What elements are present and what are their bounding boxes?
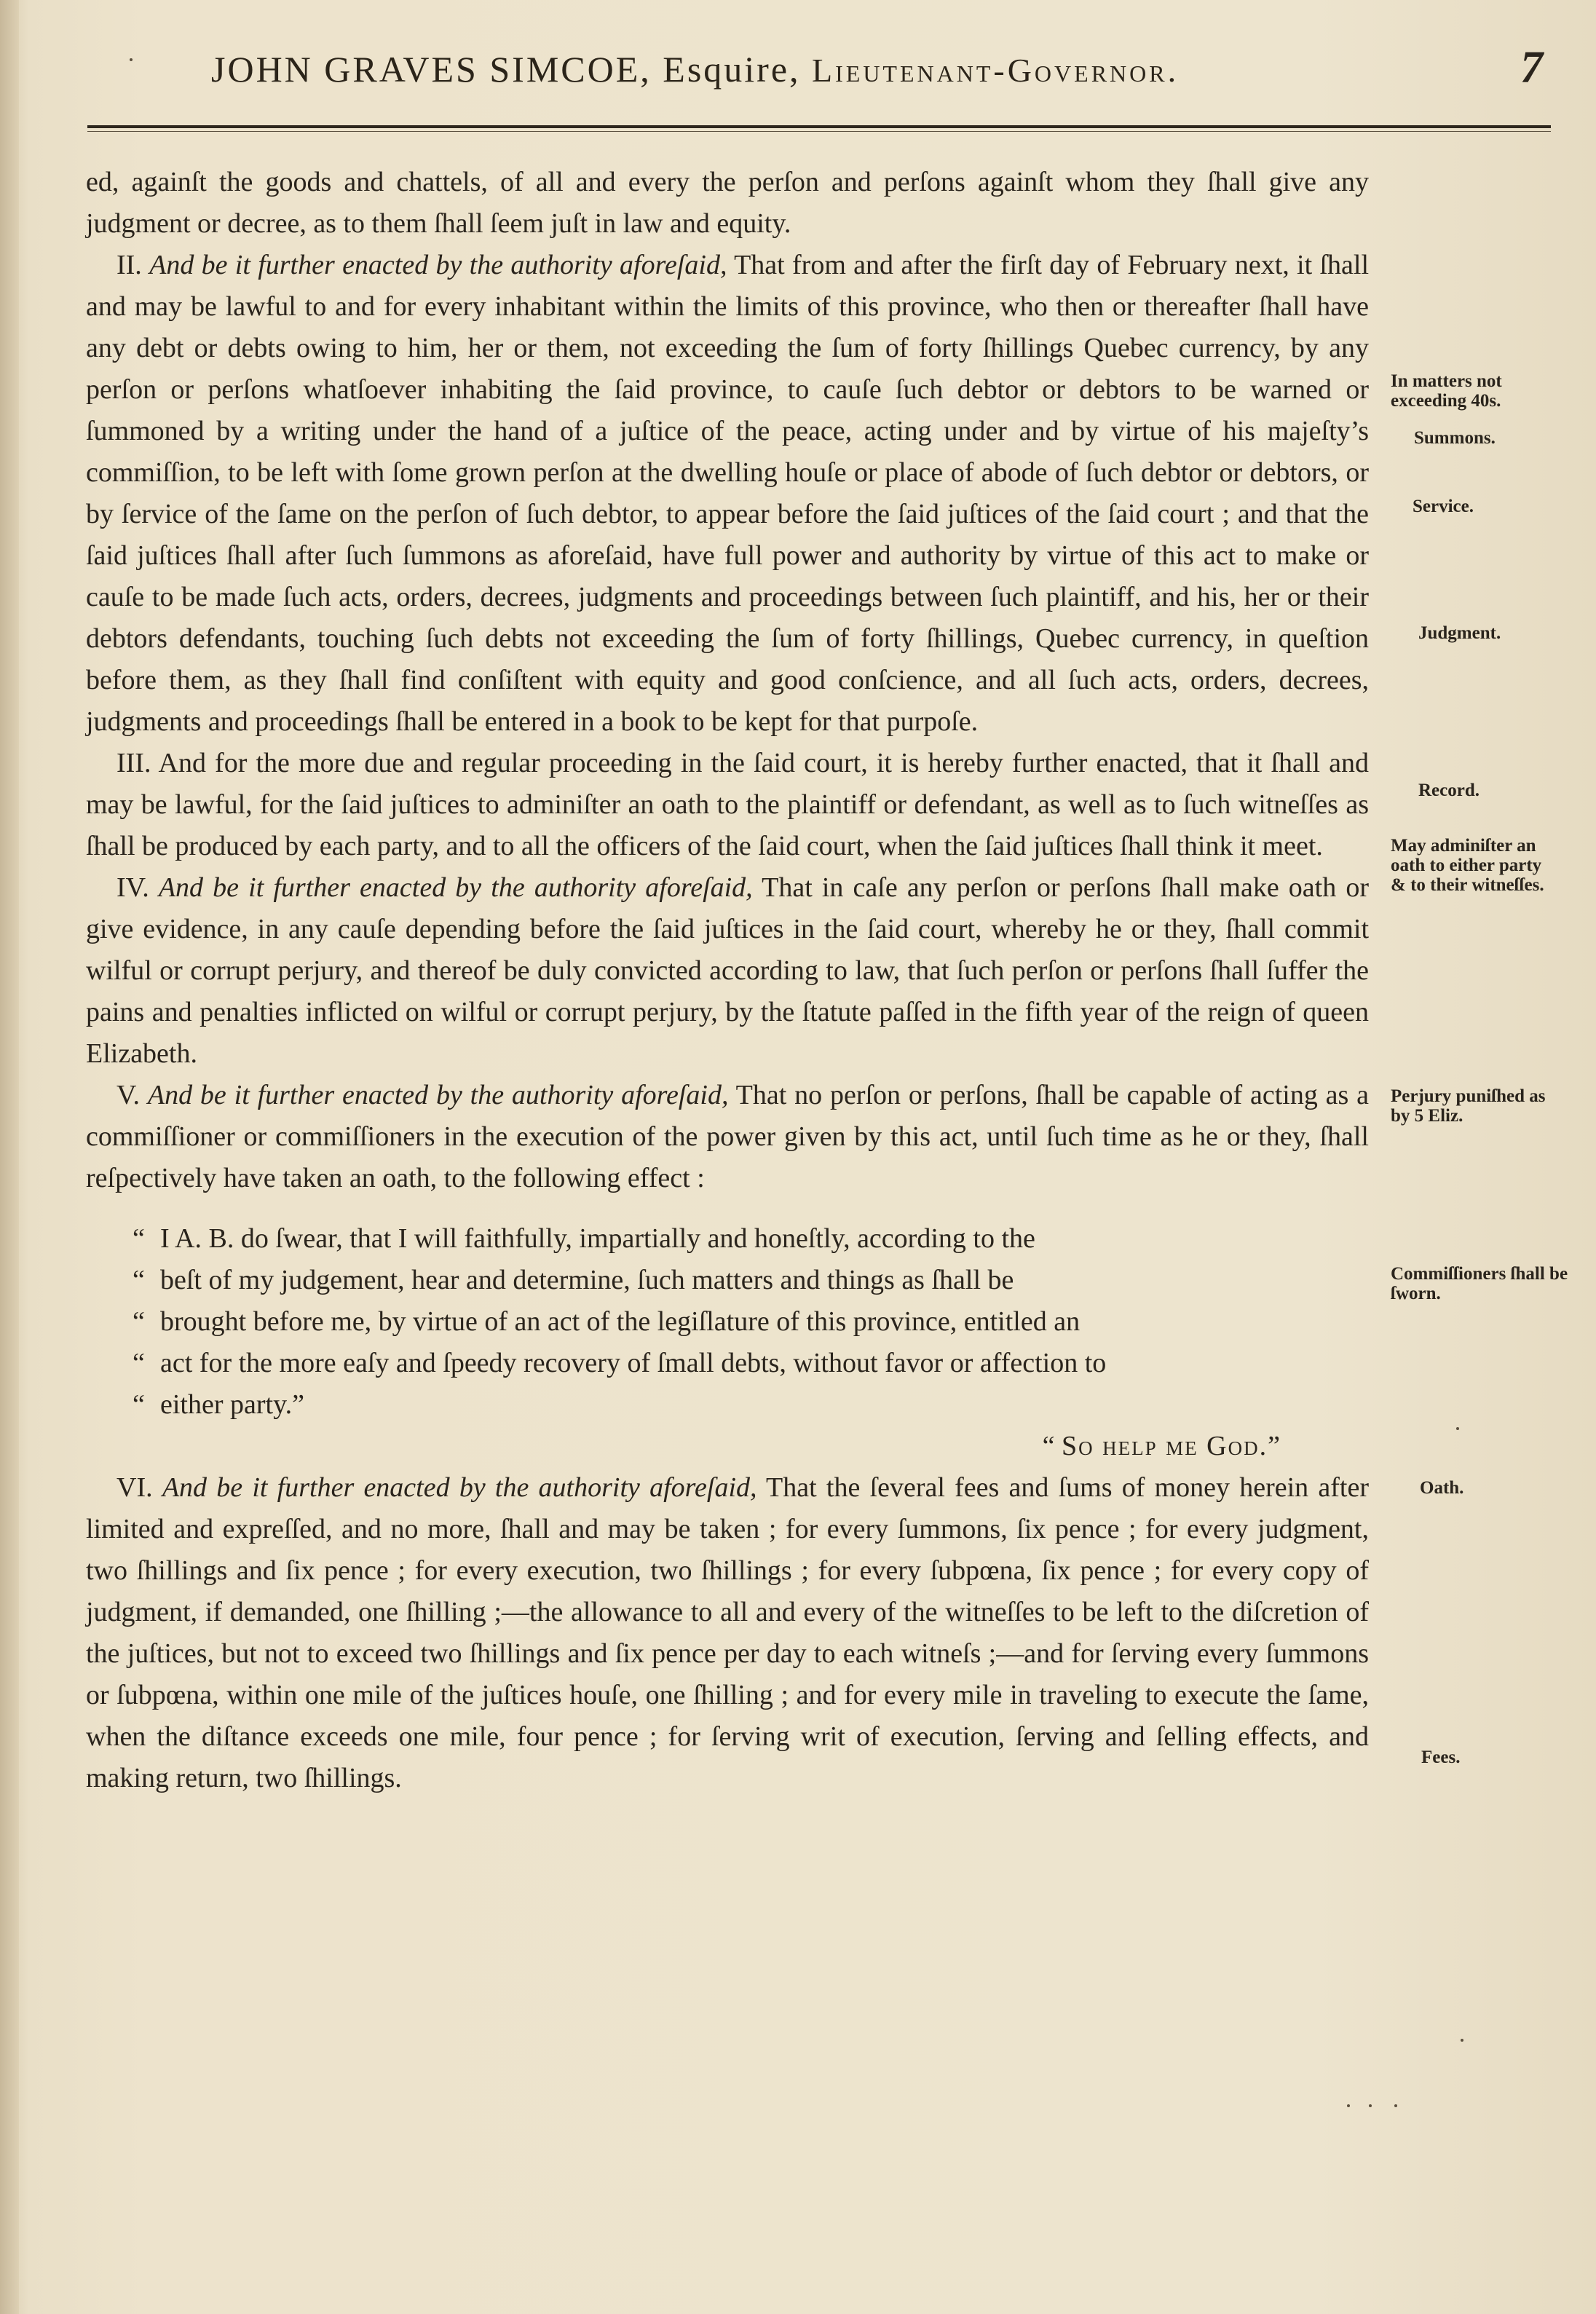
section-text: That the ſeveral fees and ſums of money herein after limited and expreſſed, and no more, ſhall and may be taken ; for every ſummons, ſix pence ; for every judgment, two ſhillings and ſix pence ; for every execution, two ſhillings ; for every ſubpœna, ſix pence ; for every copy of judgment, if demanded, one ſhilling ;—the allowance to all and every of the witneſſes to be left to the diſcretion of the juſtices, but not to exceed two ſhillings and ſix pence per day to each witneſs ;—and for ſerving every ſummons or ſubpœna, within one mile of the juſtices houſe, one ſhilling ; and for every mile in traveling to execute the ſame, when the diſtance exceeds one mile, four pence ; for ſerving writ of execution, ſerving and ſelling effects, and making return, two ſhillings. xyxy=(86,1472,1369,1793)
header-rule-thin xyxy=(87,131,1551,132)
section-number: III. xyxy=(116,748,151,778)
margin-note-record: Record. xyxy=(1418,781,1480,800)
section-number: IV. xyxy=(116,872,149,903)
oath-line: “ act for the more eaſy and ſpeedy recovery of ſmall debts, without favor or affection to xyxy=(133,1343,1370,1384)
oath-line: “ brought before me, by virtue of an act of the legiſlature of this province, entitled an xyxy=(133,1301,1370,1343)
paper-speck xyxy=(1347,2104,1350,2107)
running-head-esquire: Esquire, xyxy=(663,49,801,90)
section-iii xyxy=(86,743,1369,867)
section-ii xyxy=(86,245,1369,743)
quote-mark: “ xyxy=(133,1348,145,1378)
margin-note-perjury: Perjury puniſhed as by 5 Eliz. xyxy=(1391,1086,1546,1126)
paper-speck xyxy=(1456,1427,1459,1430)
section-text: And for the more due and regular proceeding in the ſaid court, it is hereby further enacted, that it ſhall and may be lawful, for the ſaid juſtices to adminiſter an oath to the plaintiff or defendant, as well as to ſuch witneſſes as ſhall be produced by each party, and to all the officers of the ſaid court, when the ſaid juſtices ſhall think it meet. xyxy=(86,748,1370,861)
quote-mark: “ xyxy=(133,1265,145,1295)
margin-note-summons: Summons. xyxy=(1414,428,1496,448)
margin-note-judgment: Judgment. xyxy=(1418,623,1501,643)
page-number: 7 xyxy=(1520,43,1543,92)
section-vi xyxy=(86,1467,1369,1799)
running-head-name: JOHN GRAVES SIMCOE, xyxy=(211,49,652,90)
paper-speck xyxy=(1394,2104,1397,2107)
running-head-title: Lieutenant-Governor. xyxy=(812,52,1180,89)
margin-note-oath-admin: May adminiſter an oath to either party & to their witneſſes. xyxy=(1391,836,1544,895)
quote-mark: “ xyxy=(133,1223,145,1254)
section-number: II. xyxy=(116,250,142,280)
margin-note-fees: Fees. xyxy=(1421,1748,1461,1767)
oath-closing xyxy=(86,1426,1369,1467)
quote-mark: “ xyxy=(133,1389,145,1420)
paper-speck xyxy=(1461,2039,1463,2042)
paper-speck xyxy=(130,58,133,61)
margin-note-service: Service. xyxy=(1413,497,1474,516)
paper-speck xyxy=(1369,2104,1372,2107)
enacting-clause: And be it further enacted by the authority aforeſaid, xyxy=(149,250,727,280)
section-number: VI. xyxy=(116,1472,153,1503)
body-text xyxy=(86,162,1369,1799)
running-head xyxy=(211,48,1391,90)
section-number: V. xyxy=(116,1080,141,1110)
margin-note-oath: Oath. xyxy=(1420,1478,1464,1498)
page-gutter xyxy=(0,0,19,2314)
oath-block xyxy=(133,1218,1370,1426)
enacting-clause: And be it further enacted by the authority aforeſaid, xyxy=(158,872,753,903)
section-v xyxy=(86,1075,1369,1199)
so-help-me-god: So help me God.” xyxy=(1062,1431,1281,1461)
margin-note-commissioners: Commiſſioners ſhall be ſworn. xyxy=(1391,1264,1568,1303)
header-rule xyxy=(87,125,1551,128)
enacting-clause: And be it further enacted by the authority aforeſaid, xyxy=(147,1080,729,1110)
oath-line: “ either party.” xyxy=(133,1384,1370,1426)
quote-mark: “ xyxy=(133,1306,145,1337)
oath-line: “ beſt of my judgement, hear and determine, ſuch matters and things as ſhall be xyxy=(133,1260,1370,1301)
oath-line: “ I A. B. do ſwear, that I will faithfully, impartially and honeſtly, according to the xyxy=(133,1218,1370,1260)
quote-mark: “ xyxy=(1042,1431,1055,1461)
paragraph-continuation: ed, againſt the goods and chattels, of all and every the perſon and perſons againſt whom they ſhall give any judgment or decree, as to them ſhall ſeem juſt in law and equity. xyxy=(86,167,1369,239)
margin-note-matters: In matters not exceeding 40s. xyxy=(1391,371,1502,411)
section-text: That in caſe any perſon or perſons ſhall make oath or give evidence, in any cauſe depending before the ſaid juſtices in the ſaid court, whereby he or they, ſhall commit wilful or corrupt perjury, and thereof be duly convicted according to law, that ſuch perſon or perſons ſhall ſuffer the pains and penalties inflicted on wilful or corrupt perjury, by the ſtatute paſſed in the fifth year of the reign of queen Elizabeth. xyxy=(86,872,1369,1069)
section-text: That from and after the firſt day of February next, it ſhall and may be lawful to and for every inhabitant within the limits of this province, who then or thereafter ſhall have any debt or debts owing to him, her or them, not exceeding the ſum of forty ſhillings Quebec currency, by any perſon or perſons whatſoever inhabiting the ſaid province, to cauſe ſuch debtor or debtors to be warned or ſummoned by a writing under the hand of a juſtice of the peace, acting under and by virtue of his majeſty’s commiſſion, to be left with ſome grown perſon at the dwelling houſe or place of abode of ſuch debtor or debtors, or by ſervice of the ſame on the perſon of ſuch debtor, to appear before the ſaid juſtices of the ſaid court ; and that the ſaid juſtices ſhall after ſuch ſummons as aforeſaid, have full power and authority by virtue of this act to make or cauſe to be made ſuch acts, orders, decrees, judgments and proceedings between ſuch plaintiff, and his, her or their debtors defendants, touching ſuch debts not exceeding the ſum of forty ſhillings, Quebec currency, in queſtion before them, as they ſhall find conſiſtent with equity and good conſcience, and all ſuch acts, orders, decrees, judgments and proceedings ſhall be entered in a book to be kept for that purpoſe. xyxy=(86,250,1369,737)
enacting-clause: And be it further enacted by the authority aforeſaid, xyxy=(162,1472,757,1503)
section-iv xyxy=(86,867,1369,1075)
section-text: That no perſon or perſons, ſhall be capable of acting as a commiſſioner or commiſſioners in the execution of the power given by this act, until ſuch time as he or they, ſhall reſpectively have taken an oath, to the following effect : xyxy=(86,1080,1369,1193)
